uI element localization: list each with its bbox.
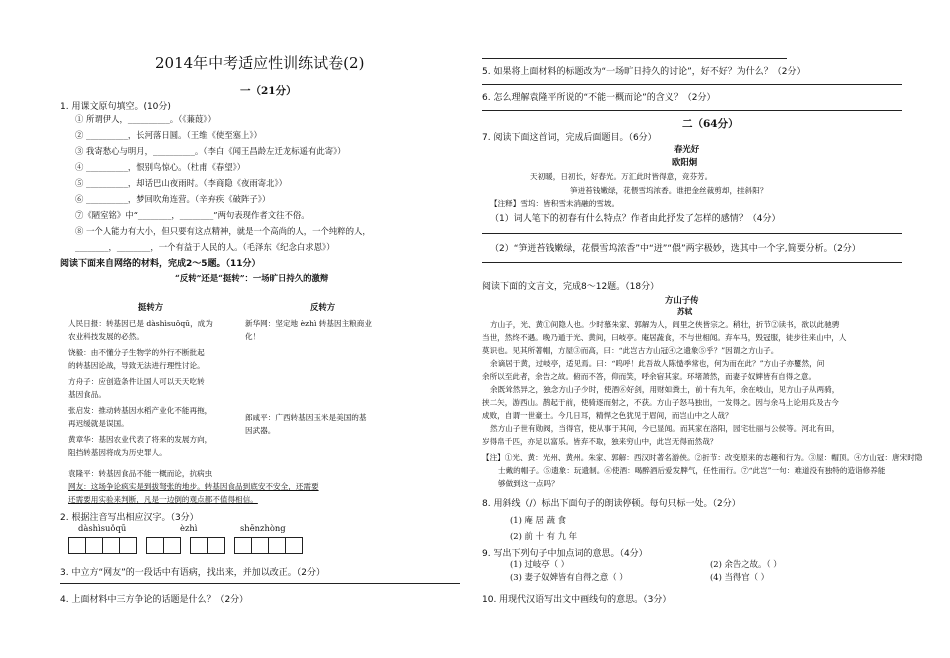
prose-line: 余谪居于黄，过岐亭，适见焉。曰：“呜呼！此吾故人陈慥季常也，何为而在此？”方山子亦矍然，问 bbox=[490, 359, 825, 368]
neutral-netizen: 还需要用实验来判断，凡是一边倒的观点都不值得相信。 bbox=[68, 495, 258, 504]
neutral-yuan: 袁隆平：转基因食品不能一概而论，抗病虫 bbox=[68, 469, 213, 478]
pro-line: 方舟子：应创造条件让国人可以天天吃转 bbox=[68, 377, 205, 386]
q9-c: (3) 妻子奴婢皆有自得之意（ ） bbox=[510, 572, 628, 582]
q1-stem: 1. 用课文原句填空。(10分) bbox=[60, 102, 171, 112]
q1-item: ③ 我寄愁心与明月，__________。（李白《闻王昌龄左迁龙标遥有此寄》） bbox=[75, 146, 346, 156]
pro-line: 再迟缓就是误国。 bbox=[68, 419, 129, 428]
q7-sub2: （2）“笋迸苔钱嫩绿，花偎雪坞浓香”中“迸”“偎”两字极妙，选其中一个字,简要分析。（2分） bbox=[490, 244, 861, 254]
pro-line: 的转基因论战，导致无法进行理性讨论。 bbox=[68, 361, 205, 370]
prose-line: 然方山子世有勋阀，当得官，使从事于其间，今已显闻。而其家在洛阳，园宅壮丽与公侯等。河北有田， bbox=[490, 424, 840, 433]
q8-b: (2) 前 十 有 九 年 bbox=[510, 531, 578, 541]
answer-line[interactable] bbox=[482, 110, 902, 111]
q9-stem: 9. 写出下列句子中加点词的意思。（4分） bbox=[482, 549, 648, 559]
reading-intro: 阅读下面来自网络的材料，完成2～5题。（11分） bbox=[60, 259, 261, 269]
pro-line: 人民日报：转基因已是 dàshìsuǒqū，成为 bbox=[68, 319, 213, 328]
reading-intro-2: 阅读下面的文言文，完成8～12题。（18分） bbox=[482, 282, 660, 292]
answer-line[interactable] bbox=[60, 583, 460, 584]
pro-side-heading: 挺转方 bbox=[138, 302, 164, 312]
prose-line: 当世，然终不遇。晚乃遁于光、黄间，曰岐亭。庵居蔬食，不与世相闻。弃车马，毁冠服，徒步往来山中，人 bbox=[482, 333, 847, 342]
q6-stem: 6. 怎么理解袁隆平所说的“不能一概而论”的含义？（2分） bbox=[482, 93, 716, 103]
left-column bbox=[60, 0, 470, 658]
con-line: 因武器。 bbox=[245, 426, 276, 435]
pro-line: 基因食品。 bbox=[68, 390, 106, 399]
answer-grid[interactable] bbox=[68, 537, 302, 554]
q1-item: ② __________，长河落日圆。（王维《使至塞上》） bbox=[75, 130, 262, 140]
q1-item: ① 所谓伊人，__________。（《蒹葭》） bbox=[75, 114, 216, 124]
article-headline: “反转”还是“挺转”：一场旷日持久的激辩 bbox=[175, 273, 329, 283]
part-one-heading: 一（21分） bbox=[240, 85, 297, 97]
q3-stem: 3. 中立方“网友”的一段话中有语病，找出来，并加以改正。（2分） bbox=[60, 568, 326, 578]
q7-sub1: （1）词人笔下的初春有什么特点？作者由此抒发了怎样的感情？（4分） bbox=[490, 214, 781, 224]
pro-line: 农业科技发展的必然。 bbox=[68, 332, 144, 341]
ci-line: 天初暖，日初长，好春光。万汇此时皆得意，竞芬芳。 bbox=[530, 172, 713, 181]
prose-note: 士戴的帽子。⑤遗象：玩遗制。⑥使酒：喝醉酒后爱发脾气，任性而行。⑦“此岂”一句：难道没有独特的造诣修养能 bbox=[498, 466, 886, 475]
q8-a: (1) 庵 居 蔬 食 bbox=[510, 515, 567, 525]
neutral-netizen: 网友：这场争论疯实是到拔弩张的地步。转基因食品到底安不安全，还需要 bbox=[68, 482, 319, 491]
answer-line[interactable] bbox=[482, 84, 902, 85]
q1-item: ⑤ __________，却话巴山夜雨时。（李商隐《夜雨寄北》） bbox=[75, 178, 288, 188]
q8-stem: 8. 用斜线（/）标出下面句子的朗读停顿。每句只标一处。（2分） bbox=[482, 499, 741, 509]
answer-line[interactable] bbox=[482, 233, 902, 234]
pro-line: 张启发：推动转基因水稻产业化不能再拖， bbox=[68, 406, 213, 415]
prose-line: 方山子，光、黄①间隐人也。少时慕朱家、郭解为人，闾里之侠皆宗之。稍壮，折节②读书，欲以此驰骋 bbox=[490, 320, 840, 329]
q9-d: (4) 当得官（ ） bbox=[710, 572, 770, 582]
q1-item: ④ __________，恨别鸟惊心。（杜甫《春望》） bbox=[75, 162, 246, 172]
q1-item: ________，________，一个有益于人民的人。（毛泽东《纪念白求恩》） bbox=[75, 242, 335, 252]
ci-note: 【注释】雪坞：皆积雪未消融的雪坡。 bbox=[490, 199, 620, 208]
prose-line: 余所以至此者，余告之故。俯而不答，仰而笑，呼余宿其家。环堵萧然，而妻子奴婢皆有自得之意。 bbox=[482, 372, 817, 381]
con-line: 化！ bbox=[245, 332, 261, 341]
q1-item: ⑦《陋室铭》中“________，________”两句表现作者文往不俗。 bbox=[75, 210, 310, 220]
page-title: 2014年中考适应性训练试卷(2) bbox=[155, 54, 365, 72]
ci-line: 笋迸苔钱嫩绿，花偎雪坞浓香。谁把金丝裁剪却，挂斜阳？ bbox=[570, 186, 768, 195]
prose-line: 余既耸然异之，独念方山子少时，使酒⑥好剑，用财如粪土，前十有九年，余在岐山，见方山子从两骑， bbox=[490, 385, 840, 394]
con-line: 新华网：坚定地 èzhì 转基因主粮商业 bbox=[245, 319, 372, 328]
prose-note: 够做到这一点吗？ bbox=[498, 479, 559, 488]
prose-author: 苏轼 bbox=[677, 307, 693, 316]
prose-line: 莫识也。见其所著帽，方屋③而高，曰：“此岂古方山冠④之遗象⑤乎？”因谓之方山子。 bbox=[482, 346, 779, 355]
q5-stem: 5. 如果将上面材料的标题改为“一场旷日持久的讨论”，好不好？为什么？（2分） bbox=[482, 67, 806, 77]
q9-b: (2) 余告之故。（ ） bbox=[710, 559, 782, 569]
q7-stem: 7. 阅读下面这首词，完成后面题目。（6分） bbox=[482, 133, 657, 143]
con-line: 郎咸平：广西转基因玉米是美国的基 bbox=[245, 413, 367, 422]
pinyin-3: shēnzhòng bbox=[240, 523, 286, 533]
q1-item: ⑥ __________，梦回吹角连营。（辛弃疾《破阵子》） bbox=[75, 194, 271, 204]
pro-line: 饶毅：由不懂分子生物学的外行不断批起 bbox=[68, 348, 205, 357]
answer-line[interactable] bbox=[482, 58, 787, 59]
right-column bbox=[482, 0, 923, 658]
q10-stem: 10. 用现代汉语写出文中画线句的意思。（3分） bbox=[482, 595, 672, 605]
ci-title: 春光好 bbox=[674, 144, 700, 154]
pinyin-1: dàshìsuǒqū bbox=[78, 523, 127, 533]
ci-author: 欧阳炯 bbox=[672, 157, 698, 167]
q2-stem: 2. 根据注音写出相应汉字。（3分） bbox=[60, 513, 199, 523]
prose-line: 岁得帛千匹，亦足以富乐。皆弃不取，独来穷山中，此岂无得而然哉？ bbox=[482, 437, 718, 446]
prose-note: 【注】①光、黄：光州、黄州。朱家、郭解：西汉时著名游侠。②折节：改变原来的志趣和行为。③屋：帽顶。④方山冠：唐宋时隐 bbox=[482, 453, 923, 462]
con-side-heading: 反转方 bbox=[310, 302, 336, 312]
pro-line: 阻挡转基因将成为历史罪人。 bbox=[68, 448, 167, 457]
prose-line: 挟二矢，游西山。鹊起于前，使骑逐而射之，不获。方山子怒马独出，一发得之。因与余马上论用兵及古今 bbox=[482, 398, 839, 407]
pro-line: 黄章华：基因农业代表了将来的发展方向， bbox=[68, 435, 213, 444]
prose-title: 方山子传 bbox=[665, 295, 699, 305]
q1-item: ⑧ 一个人能力有大小，但只要有这点精神，就是一个高尚的人，一个纯粹的人， bbox=[75, 226, 371, 236]
q4-stem: 4. 上面材料中三方争论的话题是什么？（2分） bbox=[60, 595, 249, 605]
prose-line: 成败，自谓一世豪士。今几日耳，精悍之色犹见于眉间，而岂山中之人哉？ bbox=[482, 411, 733, 420]
part-two-heading: 二（64分） bbox=[682, 118, 739, 130]
pinyin-2: èzhì bbox=[180, 523, 198, 533]
q9-a: (1) 过岐亭（ ） bbox=[510, 559, 570, 569]
answer-line[interactable] bbox=[482, 262, 902, 263]
